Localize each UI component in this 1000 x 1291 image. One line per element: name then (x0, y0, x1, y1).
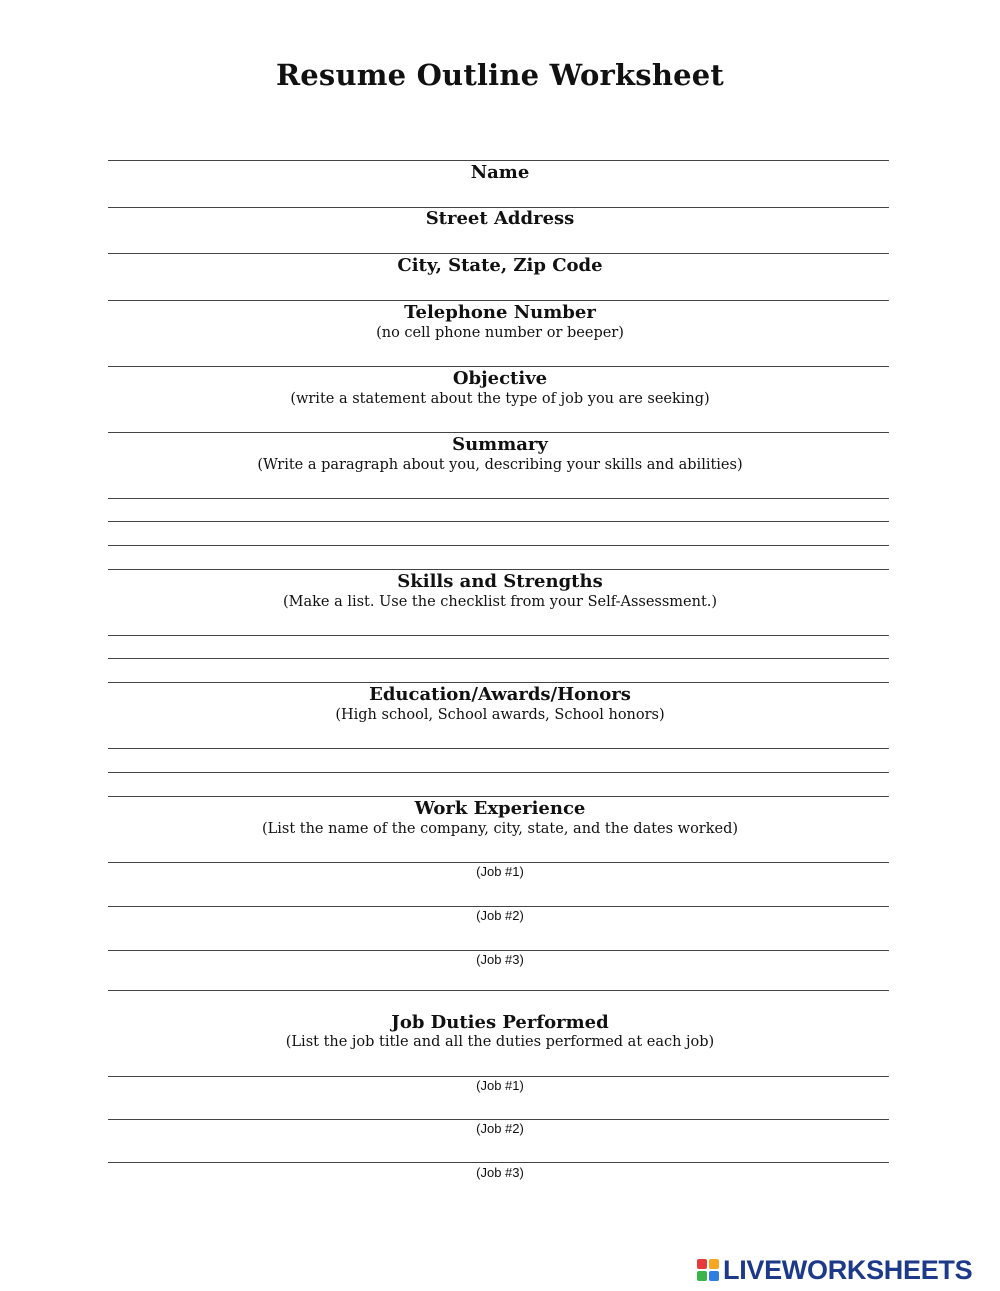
write-line[interactable] (108, 521, 889, 522)
job-duties-note: (List the job title and all the duties performed at each job) (285, 1034, 715, 1050)
write-line[interactable] (108, 569, 889, 570)
telephone-heading: Telephone Number (404, 302, 596, 323)
write-line[interactable] (108, 1076, 889, 1077)
liveworksheets-logo (697, 1255, 972, 1285)
write-line[interactable] (108, 682, 889, 683)
city-state-zip-heading: City, State, Zip Code (397, 255, 603, 276)
write-line[interactable] (108, 906, 889, 907)
write-line[interactable] (108, 772, 889, 773)
work-job-2-label: (Job #2) (476, 908, 524, 923)
summary-note: (Write a paragraph about you, describing your skills and abilities) (257, 457, 743, 473)
duties-job-1-label: (Job #1) (476, 1078, 524, 1093)
write-line[interactable] (108, 748, 889, 749)
write-line[interactable] (108, 862, 889, 863)
logo-tile (709, 1271, 719, 1281)
skills-note: (Make a list. Use the checklist from your Self-Assessment.) (282, 594, 718, 610)
write-line[interactable] (108, 160, 889, 161)
education-note: (High school, School awards, School honors) (335, 707, 665, 723)
write-line[interactable] (108, 498, 889, 499)
logo-tile (709, 1259, 719, 1269)
telephone-note: (no cell phone number or beeper) (376, 325, 624, 341)
write-line[interactable] (108, 658, 889, 659)
liveworksheets-logo-text: LIVEWORKSHEETS (723, 1254, 973, 1285)
liveworksheets-logo-icon (697, 1259, 719, 1281)
write-line[interactable] (108, 1119, 889, 1120)
duties-job-3-label: (Job #3) (476, 1165, 524, 1180)
write-line[interactable] (108, 253, 889, 254)
work-experience-note: (List the name of the company, city, state, and the dates worked) (261, 821, 739, 837)
write-line[interactable] (108, 990, 889, 991)
write-line[interactable] (108, 796, 889, 797)
write-line[interactable] (108, 300, 889, 301)
objective-heading: Objective (452, 368, 548, 389)
objective-note: (write a statement about the type of job you are seeking) (290, 391, 710, 407)
duties-job-2-label: (Job #2) (476, 1121, 524, 1136)
work-job-1-label: (Job #1) (476, 864, 524, 879)
logo-tile (697, 1271, 707, 1281)
work-experience-heading: Work Experience (414, 798, 586, 819)
name-heading: Name (470, 162, 530, 183)
write-line[interactable] (108, 366, 889, 367)
education-heading: Education/Awards/Honors (369, 684, 631, 705)
job-duties-heading: Job Duties Performed (391, 1012, 609, 1033)
skills-heading: Skills and Strengths (397, 571, 603, 592)
write-line[interactable] (108, 545, 889, 546)
street-address-heading: Street Address (425, 208, 575, 229)
logo-tile (697, 1259, 707, 1269)
write-line[interactable] (108, 432, 889, 433)
write-line[interactable] (108, 950, 889, 951)
write-line[interactable] (108, 635, 889, 636)
summary-heading: Summary (452, 434, 548, 455)
write-line[interactable] (108, 1162, 889, 1163)
worksheet-title: Resume Outline Worksheet (275, 58, 725, 92)
work-job-3-label: (Job #3) (476, 952, 524, 967)
